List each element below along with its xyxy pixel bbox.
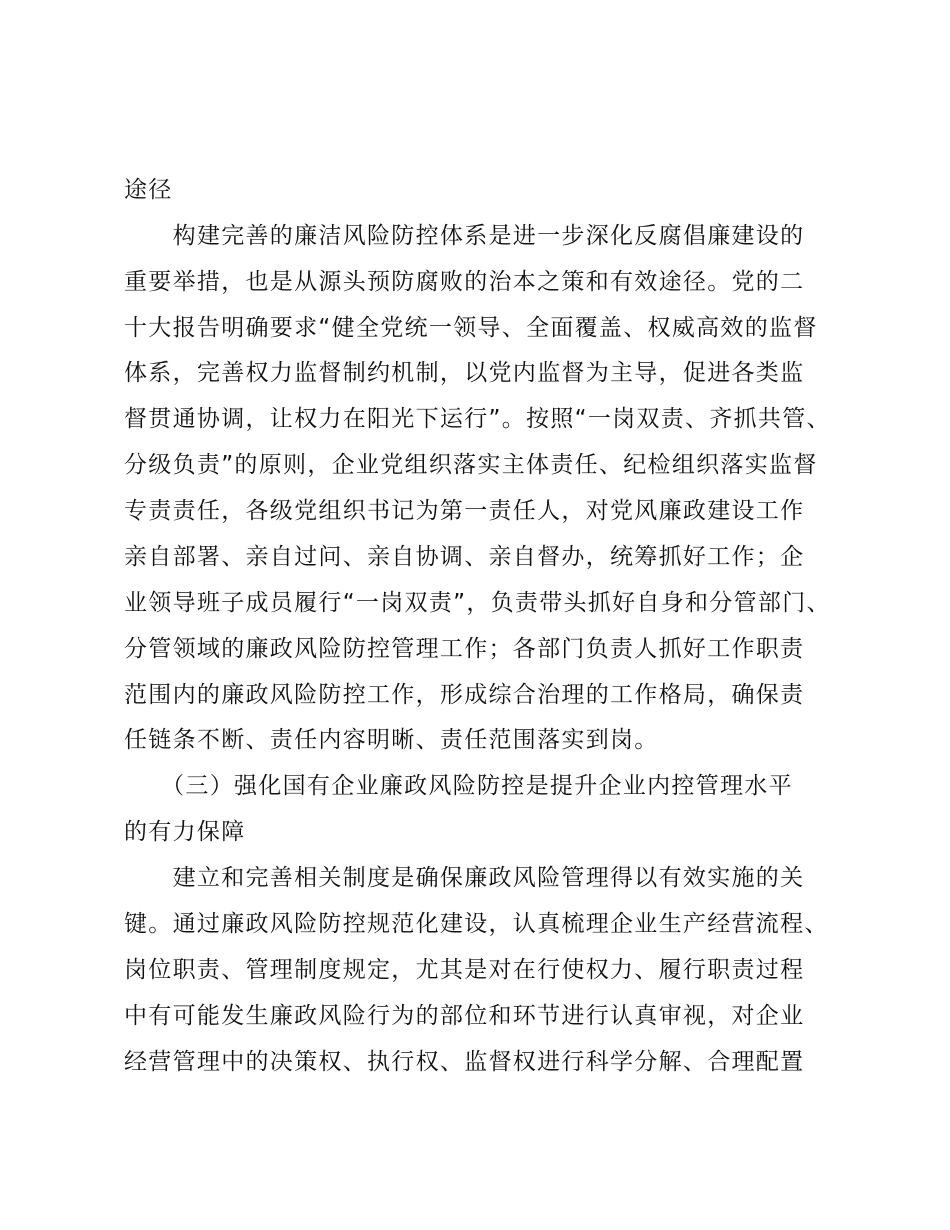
text-line: 建立和完善相关制度是确保廉政风险管理得以有效实施的关 [124, 865, 805, 891]
text-line: 重要举措，也是从源头预防腐败的治本之策和有效途径。党的二 [124, 269, 805, 295]
text-line: 专责责任，各级党组织书记为第一责任人，对党风廉政建设工作 [124, 498, 805, 524]
text-line: 经营管理中的决策权、执行权、监督权进行科学分解、合理配置 [124, 1049, 805, 1075]
text-line: 途径 [124, 177, 173, 203]
section-heading-line: 的有力保障 [124, 819, 246, 845]
text-line: 体系，完善权力监督制约机制，以党内监督为主导，促进各类监 [124, 360, 805, 386]
text-line: 分管领域的廉政风险防控管理工作；各部门负责人抓好工作职责 [124, 636, 805, 662]
text-line: 岗位职责、管理制度规定，尤其是对在行使权力、履行职责过程 [124, 957, 805, 983]
text-line: 十大报告明确要求“健全党统一领导、全面覆盖、权威高效的监督 [124, 315, 818, 341]
text-line: 亲自部署、亲自过问、亲自协调、亲自督办，统筹抓好工作；企 [124, 544, 805, 570]
text-line: 键。通过廉政风险防控规范化建设，认真梳理企业生产经营流程、 [124, 911, 829, 937]
text-line: 分级负责”的原则，企业党组织落实主体责任、纪检组织落实监督 [124, 452, 818, 478]
section-heading-line: （三）强化国有企业廉政风险防控是提升企业内控管理水平 [124, 773, 793, 799]
text-line: 任链条不断、责任内容明晰、责任范围落实到岗。 [124, 727, 659, 753]
text-line: 督贯通协调，让权力在阳光下运行”。按照“一岗双责、齐抓共管、 [124, 406, 831, 432]
text-line: 构建完善的廉洁风险防控体系是进一步深化反腐倡廉建设的 [124, 223, 805, 249]
text-line: 中有可能发生廉政风险行为的部位和环节进行认真审视，对企业 [124, 1003, 805, 1029]
text-line: 范围内的廉政风险防控工作，形成综合治理的工作格局，确保责 [124, 682, 805, 708]
text-line: 业领导班子成员履行“一岗双责”，负责带头抓好自身和分管部门、 [124, 590, 831, 616]
